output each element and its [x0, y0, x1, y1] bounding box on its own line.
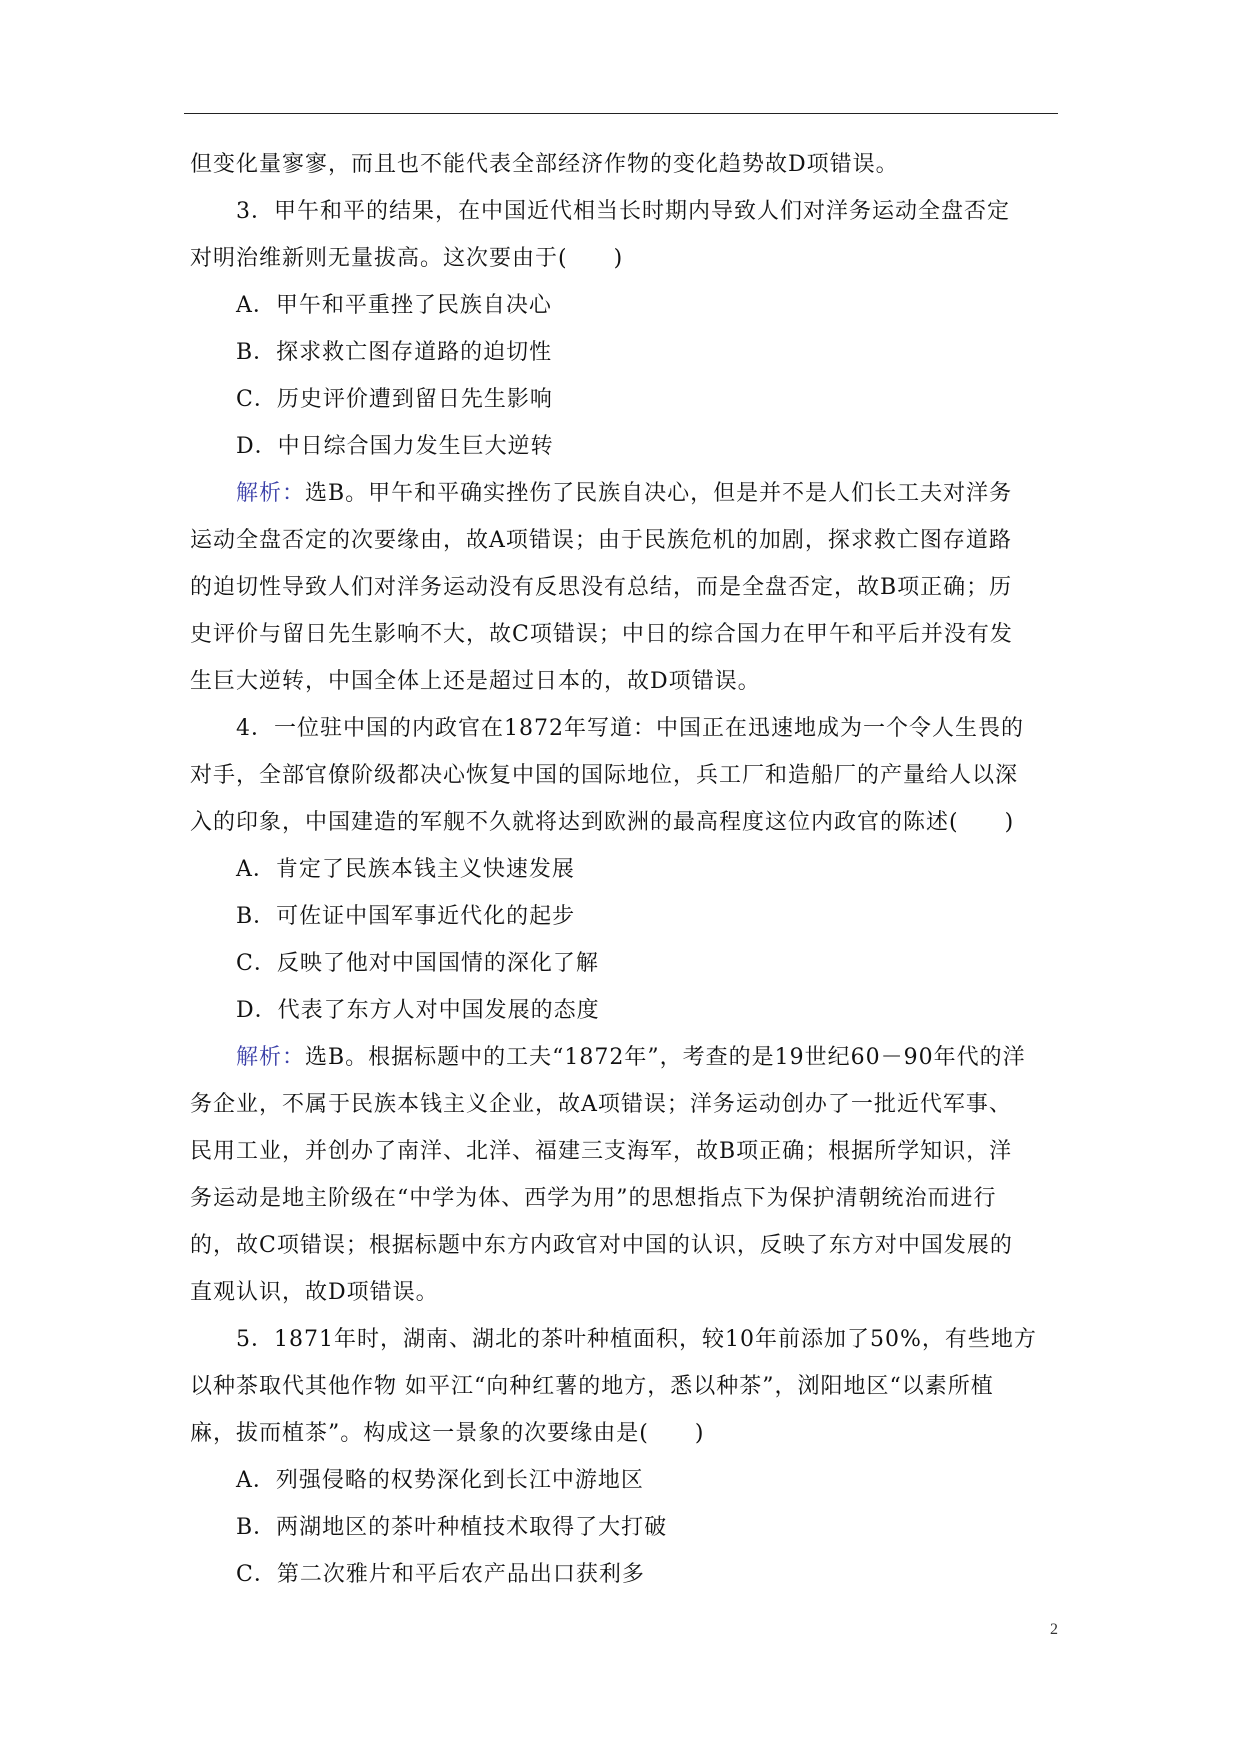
text-line: 5．1871年时，湖南、湖北的茶叶种植面积，较10年前添加了50%，有些地方	[236, 1327, 1037, 1352]
analysis-line	[190, 479, 1080, 526]
text-line: B．可佐证中国军事近代化的起步	[236, 904, 576, 929]
text-line: 3．甲午和平的结果，在中国近代相当长时期内导致人们对洋务运动全盘否定	[236, 199, 1010, 224]
text-line: 民用工业，并创办了南洋、北洋、福建三支海军，故B项正确；根据所学知识，洋	[190, 1139, 1013, 1164]
analysis-line	[190, 1043, 1080, 1090]
text-line: C．第二次雅片和平后农产品出口获利多	[236, 1562, 645, 1587]
text-line: 入的印象，中国建造的军舰不久就将达到欧洲的最高程度这位内政官的陈述( )	[190, 810, 1015, 835]
text-line: 的迫切性导致人们对洋务运动没有反思没有总结，而是全盘否定，故B项正确；历	[190, 575, 1013, 600]
text-line: 直观认识，故D项错误。	[190, 1280, 439, 1305]
text-line: 生巨大逆转，中国全体上还是超过日本的，故D项错误。	[190, 669, 761, 694]
analysis-text: 选B。根据标题中的工夫“1872年”，考查的是19世纪60－90年代的洋	[305, 1045, 1026, 1070]
analysis-label: 解析：	[236, 1045, 306, 1070]
text-line: C．反映了他对中国国情的深化了解	[236, 951, 599, 976]
analysis-label: 解析：	[236, 481, 306, 506]
text-line: D．中日综合国力发生巨大逆转	[236, 434, 554, 459]
text-line: 史评价与留日先生影响不大，故C项错误；中日的综合国力在甲午和平后并没有发	[190, 622, 1013, 647]
text-line: A．肯定了民族本钱主义快速发展	[236, 857, 575, 882]
text-line: 4．一位驻中国的内政官在1872年写道：中国正在迅速地成为一个令人生畏的	[236, 716, 1024, 741]
text-line: B．两湖地区的茶叶种植技术取得了大打破	[236, 1515, 668, 1540]
text-line: D．代表了东方人对中国发展的态度	[236, 998, 600, 1023]
header-rule	[184, 113, 1058, 114]
text-line: B．探求救亡图存道路的迫切性	[236, 340, 553, 365]
text-line: 的，故C项错误；根据标题中东方内政官对中国的认识，反映了东方对中国发展的	[190, 1233, 1013, 1258]
page-number: 2	[1050, 1621, 1058, 1638]
text-line: 运动全盘否定的次要缘由，故A项错误；由于民族危机的加剧，探求救亡图存道路	[190, 528, 1012, 553]
text-line: 麻，拔而植茶”。构成这一景象的次要缘由是( )	[190, 1421, 705, 1446]
text-line: A．甲午和平重挫了民族自决心	[236, 293, 552, 318]
text-line: 以种茶取代其他作物 如平江“向种红薯的地方，悉以种茶”，浏阳地区“以素所植	[190, 1374, 994, 1399]
document-body	[190, 150, 1080, 1607]
text-line: A．列强侵略的权势深化到长江中游地区	[236, 1468, 644, 1493]
text-line: 但变化量寥寥，而且也不能代表全部经济作物的变化趋势故D项错误。	[190, 152, 899, 177]
text-line: 对明治维新则无量拔高。这次要由于( )	[190, 246, 624, 271]
analysis-text: 选B。甲午和平确实挫伤了民族自决心，但是并不是人们长工夫对洋务	[305, 481, 1013, 506]
text-line: 对手，全部官僚阶级都决心恢复中国的国际地位，兵工厂和造船厂的产量给人以深	[190, 763, 1019, 788]
text-line: C．历史评价遭到留日先生影响	[236, 387, 553, 412]
text-line: 务企业，不属于民族本钱主义企业，故A项错误；洋务运动创办了一批近代军事、	[190, 1092, 1012, 1117]
text-line: 务运动是地主阶级在“中学为体、西学为用”的思想指点下为保护清朝统治而进行	[190, 1186, 997, 1211]
